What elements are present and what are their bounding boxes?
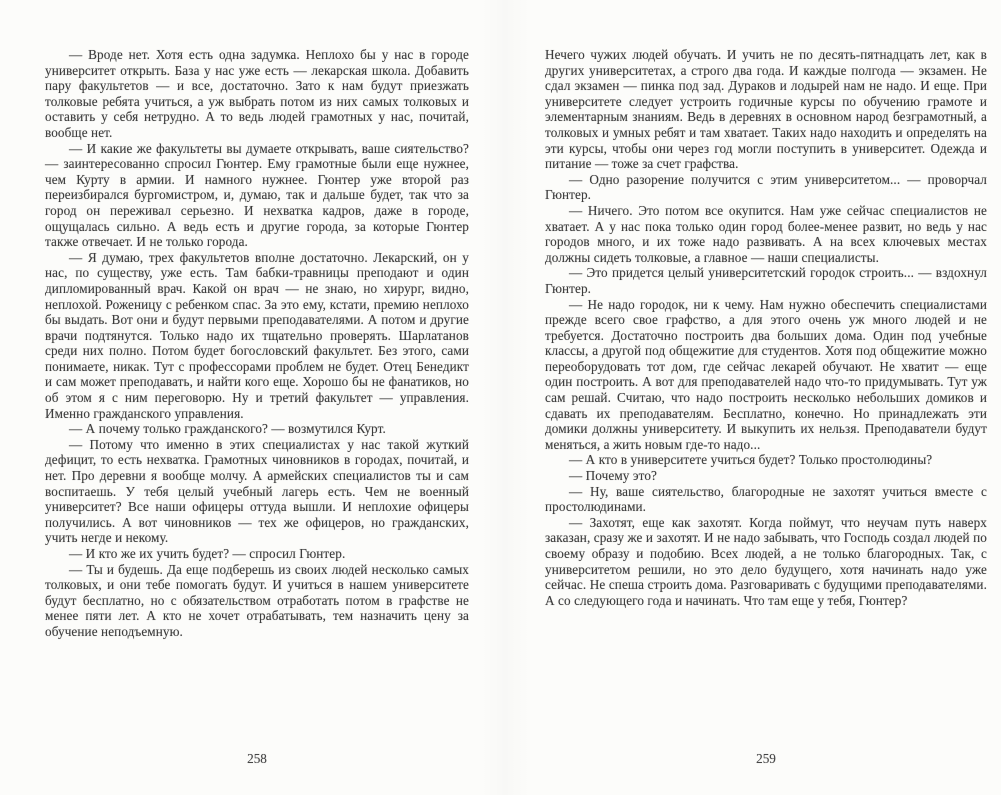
page-number-left: 258 [247,751,267,766]
paragraph: — И какие же факультеты вы думаете открывать, ваше сиятельство? — заинтересованно спросил Гюнтер. Ему грамотные были еще нужнее, чем Курту в армии. И намного нужнее. Гюнтер уже второй раз переизбирался бургомистром, и, думаю, так и дальше будет, так что за город он переживал серьезно. И нехватка кадров, даже в городе, ощущалась сильно. А ведь есть и другие города, за которые Гюнтер также отвечает. И не только города. [45,140,469,250]
paragraph: — Я думаю, трех факультетов вполне достаточно. Лекарский, он у нас, по существу, уже есть. Там бабки-травницы преподают и один дипломированный врач. Какой он врач — не знаю, но хирург, видно, неплохой. Роженицу с ребенком спас. За это ему, кстати, премию неплохо бы выдать. Вот они и будут первыми преподавателями. А потом и другие врачи подтянутся. Только надо их тщательно проверять. Шарлатанов среди них полно. Потом будет богословский факультет. Без этого, сами понимаете, никак. Тут с профессорами проблем не будет. Отец Бенедикт и сам может преподавать, и найти кого еще. Хорошо бы не фанатиков, но об этом я с ним переговорю. Ну и третий факультет — управления. Именно гражданского управления. [45,249,469,421]
paragraph: — Вроде нет. Хотя есть одна задумка. Неплохо бы у нас в городе университет открыть. База у нас уже есть — лекарская школа. Добавить пару факультетов — и все, достаточно. Зато к нам будут приезжать толковые ребята учиться, а уж выбрать потом из них самых толковых и оставить у себя нетрудно. А то ведь людей грамотных у нас, почитай, вообще нет. [45,47,469,140]
paragraph: — Потому что именно в этих специалистах у нас такой жуткий дефицит, то есть нехватка. Грамотных чиновников в городах, почитай, и нет. Про деревни я вообще молчу. А армейских специалистов ты и сам воспитаешь. У тебя целый учебный лагерь есть. Чем не военный университет? Все наши офицеры оттуда вышли. И неплохие офицеры получились. А вот чиновников — тех же офицеров, но гражданских, учить негде и некому. [45,436,469,546]
page-right-text [545,47,987,608]
paragraph: — Одно разорение получится с этим университетом... — проворчал Гюнтер. [545,171,987,203]
page-left [45,0,469,795]
page-gutter-shadow [480,0,530,795]
paragraph: — Ты и будешь. Да еще подберешь из своих людей несколько самых толковых, и они тебе помогать будут. И учиться в нашем университете будут бесплатно, но с обязательством отработать потом в графстве не менее пяти лет. А кто не хочет отрабатывать, тем назначить цену за обучение неподъемную. [45,561,469,639]
paragraph: — Ничего. Это потом все окупится. Нам уже сейчас специалистов не хватает. А у нас пока только один город более-менее развит, но ведь у нас городов много, и их тоже надо развивать. А на всех ключевых местах должны сидеть толковые, а главное — наши специалисты. [545,202,987,265]
paragraph: — А почему только гражданского? — возмутился Курт. [69,421,386,437]
paragraph: — Почему это? [569,468,657,484]
page-number-right: 259 [756,751,776,766]
paragraph: — А кто в университете учиться будет? Только простолюдины? [569,452,933,468]
page-right [545,0,987,795]
page-left-text [45,47,469,640]
paragraph: — Ну, ваше сиятельство, благородные не захотят учиться вместе с простолюдинами. [545,483,987,515]
paragraph: — И кто же их учить будет? — спросил Гюнтер. [69,546,346,561]
paragraph: — Не надо городок, ни к чему. Нам нужно обеспечить специалистами прежде всего свое графство, а для этого очень уж много людей и не требуется. Достаточно построить два больших дома. Один под учебные классы, а другой под общежитие для студентов. Хотя под общежитие можно переоборудовать тот дом, где сейчас лекарей обучают. Не хватит — еще один построить. А вот для преподавателей надо что-то придумывать. Тут уж сам решай. Считаю, что надо построить несколько небольших домиков и сдавать их преподавателям. Бесплатно, конечно. Но принадлежать эти домики должны университету. И выкупить их нельзя. Преподаватели будут меняться, а жить новым где-то надо... [545,296,987,452]
paragraph: — Захотят, еще как захотят. Когда поймут, что неучам путь наверх заказан, сразу же и захотят. И не надо забывать, что Господь создал людей по своему образу и подобию. Всех людей, а не только благородных. Так, с университетом решили, но это дело будущего, хотя начинать надо уже сейчас. Не спеша строить дома. Разговаривать с будущими преподавателями. А со следующего года и начинать. Что там еще у тебя, Гюнтер? [545,514,987,608]
paragraph: Нечего чужих людей обучать. И учить не по десять-пятнадцать лет, как в других университетах, а строго два года. И каждые полгода — экзамен. Не сдал экзамен — пинка под зад. Дураков и лодырей нам не надо. И еще. При университете следует устроить годичные курсы по обучению грамоте и элементарным знаниям. Ведь в деревнях в основном народ безграмотный, а толковых и умных ребят и там хватает. Таких надо находить и определять на эти курсы, чтобы они через год могли поступить в университет. Одежда и питание — тоже за счет графства. [545,47,987,172]
paragraph: — Это придется целый университетский городок строить... — вздохнул Гюнтер. [545,265,987,296]
